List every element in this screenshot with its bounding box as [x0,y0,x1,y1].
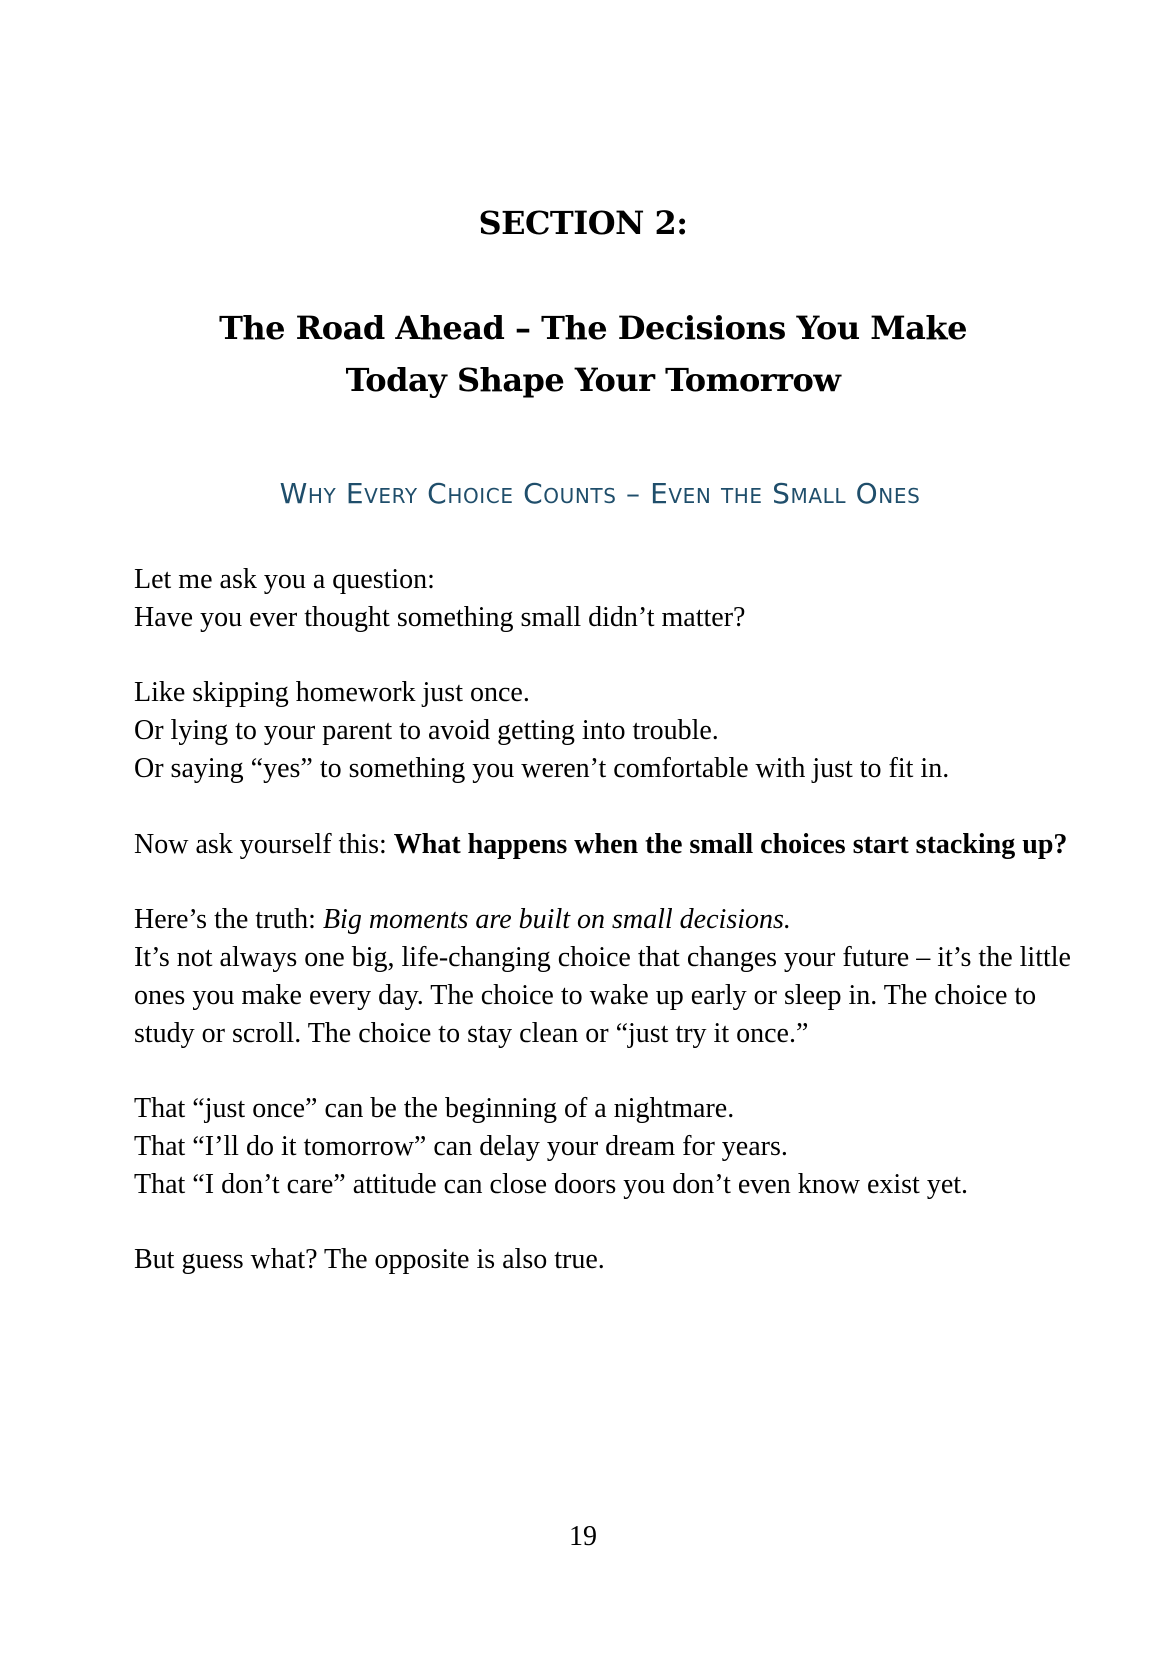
section-label: SECTION 2: [478,204,688,242]
paragraph [134,1090,1074,1203]
paragraph-line: That “I’ll do it tomorrow” can delay your dream for years. [134,1130,788,1162]
paragraph [134,1241,1074,1279]
paragraph-line: That “I don’t care” attitude can close doors you don’t even know exist yet. [134,1168,969,1200]
chapter-title [120,302,1066,406]
paragraph-lead: Now ask yourself this: [134,828,394,860]
paragraph [134,674,1074,787]
chapter-title-line-2: Today Shape Your Tomorrow [345,361,841,399]
paragraph-line: Or lying to your parent to avoid getting into trouble. [134,715,719,747]
chapter-title-line-1: The Road Ahead – The Decisions You Make [219,309,967,347]
subheading: Why Every Choice Counts – Even the Small Ones [279,477,921,510]
paragraph-line: That “just once” can be the beginning of a nightmare. [134,1093,735,1125]
paragraph-line: Or saying “yes” to something you weren’t comfortable with just to fit in. [134,752,950,784]
paragraph-lead: Here’s the truth: [134,904,323,936]
paragraph [134,826,1074,864]
paragraph-line: Have you ever thought something small didn’t matter? [134,601,746,633]
paragraph [134,561,1074,637]
paragraph-line: It’s not always one big, life-changing choice that changes your future – it’s the little ones you make every day. The choice to wake up early or sleep in. The choice to study or scroll. The choice to stay clean or “just try it once.” [134,941,1071,1049]
bold-question: What happens when the small choices start stacking up? [393,828,1068,860]
paragraph-line: But guess what? The opposite is also true. [134,1244,605,1276]
page-number: 19 [569,1521,597,1552]
body-text [134,561,1074,1317]
paragraph [134,901,1074,1052]
paragraph-line [134,901,1074,939]
paragraph-line: Let me ask you a question: [134,564,435,595]
italic-emphasis: Big moments are built on small decisions. [322,904,791,936]
paragraph-line: Like skipping homework just once. [134,677,530,709]
